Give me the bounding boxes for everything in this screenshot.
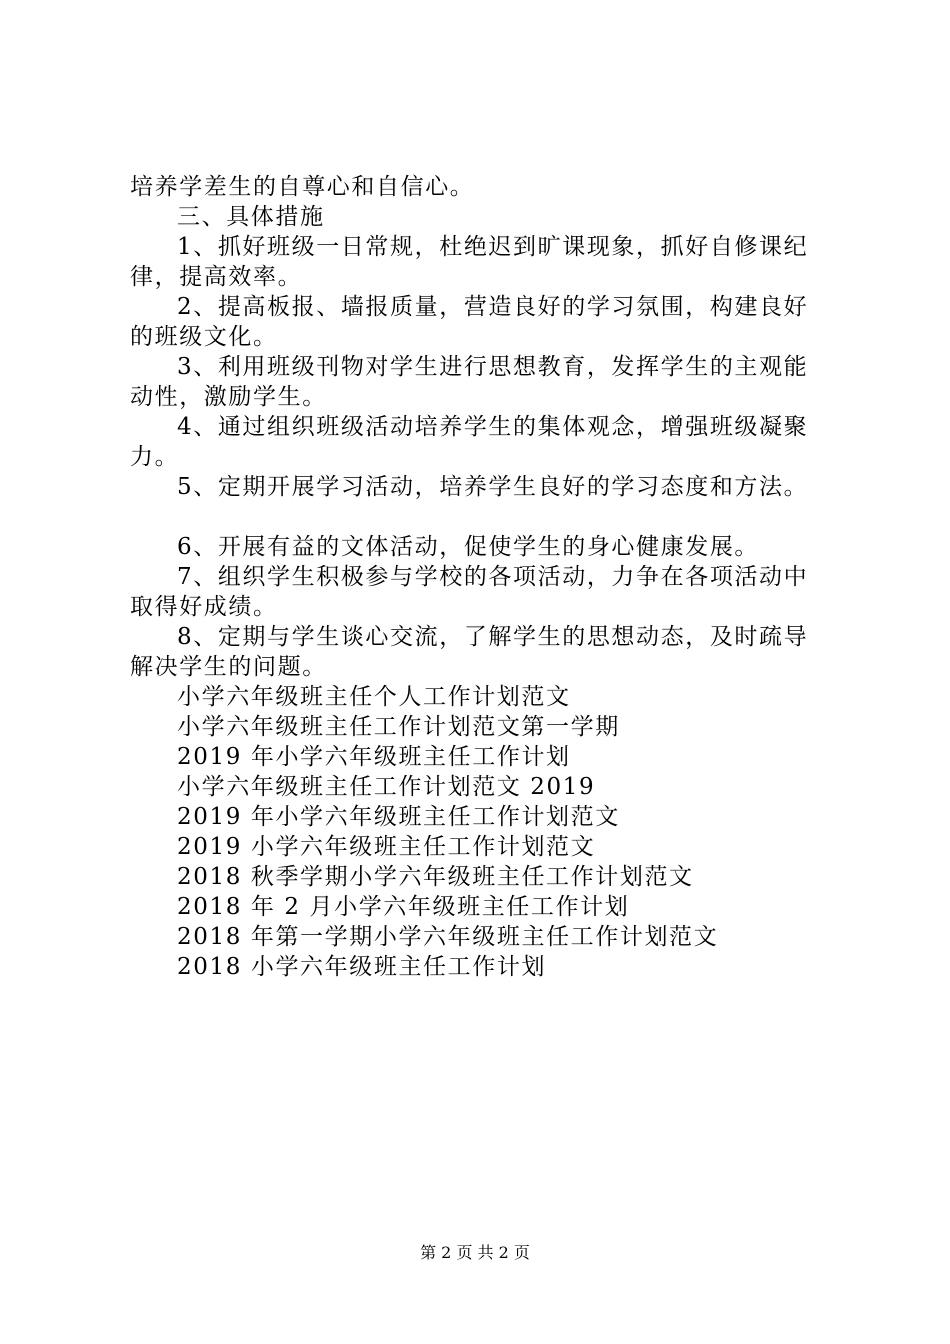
document-body [130, 172, 830, 982]
related-article-link[interactable]: 小学六年级班主任个人工作计划范文 [177, 684, 571, 710]
page-number-footer: 第 2 页 共 2 页 [420, 1243, 530, 1262]
related-article-link[interactable]: 2018 年 2 月小学六年级班主任工作计划 [177, 894, 630, 920]
paragraph-line: 1、抓好班级一日常规，杜绝迟到旷课现象，抓好自修课纪 [177, 234, 809, 260]
related-article-link[interactable]: 2019 年小学六年级班主任工作计划范文 [177, 804, 620, 830]
paragraph-line: 律，提高效率。 [130, 264, 303, 290]
related-article-link[interactable]: 2018 秋季学期小学六年级班主任工作计划范文 [177, 864, 694, 890]
related-article-link[interactable]: 2018 小学六年级班主任工作计划 [177, 954, 547, 980]
paragraph-line: 8、定期与学生谈心交流，了解学生的思想动态，及时疏导 [177, 624, 809, 650]
paragraph-line: 培养学差生的自尊心和自信心。 [130, 174, 475, 200]
section-heading: 三、具体措施 [177, 204, 325, 230]
related-article-link[interactable]: 2018 年第一学期小学六年级班主任工作计划范文 [177, 924, 719, 950]
paragraph-line: 的班级文化。 [130, 324, 278, 350]
paragraph-line: 动性，激励学生。 [130, 384, 327, 410]
paragraph-line: 解决学生的问题。 [130, 654, 327, 680]
related-article-link[interactable]: 2019 年小学六年级班主任工作计划 [177, 744, 571, 770]
paragraph-line: 2、提高板报、墙报质量，营造良好的学习氛围，构建良好 [177, 294, 809, 320]
paragraph-line: 4、通过组织班级活动培养学生的集体观念，增强班级凝聚 [177, 414, 809, 440]
related-article-link[interactable]: 2019 小学六年级班主任工作计划范文 [177, 834, 596, 860]
related-article-link[interactable]: 小学六年级班主任工作计划范文第一学期 [177, 714, 620, 740]
paragraph-line: 7、组织学生积极参与学校的各项活动，力争在各项活动中 [177, 564, 809, 590]
paragraph-line: 力。 [130, 444, 180, 470]
paragraph-line: 6、开展有益的文体活动，促使学生的身心健康发展。 [177, 534, 760, 560]
paragraph-line: 5、定期开展学习活动，培养学生良好的学习态度和方法。 [177, 474, 809, 500]
paragraph-line: 取得好成绩。 [130, 594, 278, 620]
paragraph-line: 3、利用班级刊物对学生进行思想教育，发挥学生的主观能 [177, 354, 809, 380]
blank-line [130, 502, 830, 532]
related-article-link[interactable]: 小学六年级班主任工作计划范文 2019 [177, 774, 596, 800]
